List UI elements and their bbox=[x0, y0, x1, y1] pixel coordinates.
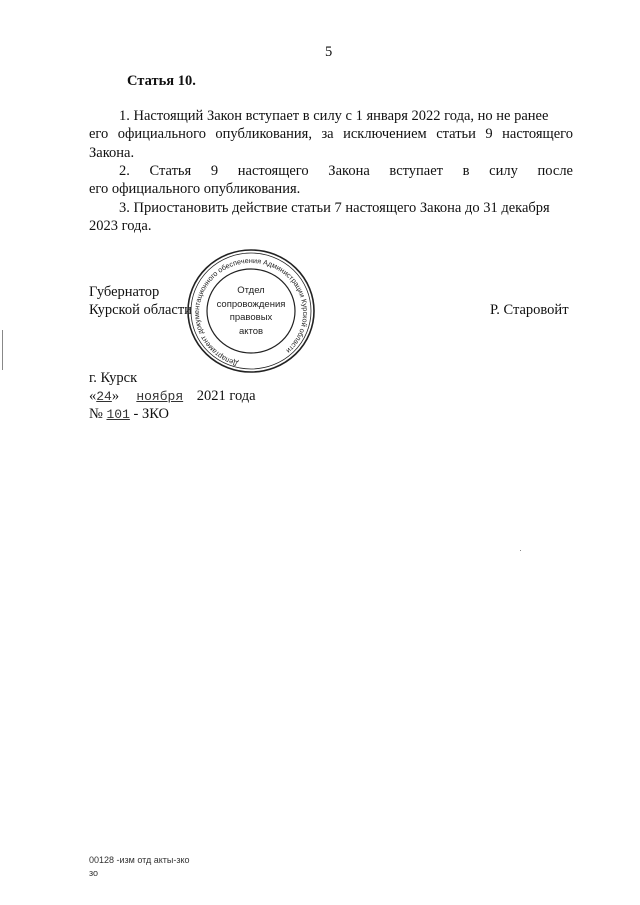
place: г. Курск bbox=[89, 370, 138, 386]
stamp-center-line: правовых bbox=[229, 312, 273, 323]
date-line bbox=[89, 388, 256, 405]
date-quote-close: » bbox=[111, 388, 120, 404]
stamp-center-line: сопровождения bbox=[216, 299, 286, 310]
number-value: 101 bbox=[106, 407, 130, 422]
signatory-region: Курской области bbox=[89, 302, 192, 318]
number-sign: № bbox=[89, 406, 103, 422]
stamp-center-line: Отдел bbox=[237, 285, 265, 296]
law-number bbox=[89, 406, 169, 423]
paragraph-line: 2023 года. bbox=[89, 218, 152, 234]
paragraph-line: 2. Статья 9 настоящего Закона вступает в силу после bbox=[119, 163, 573, 179]
official-stamp bbox=[185, 247, 317, 375]
signatory-title: Губернатор bbox=[89, 284, 160, 300]
paragraph-line: 1. Настоящий Закон вступает в силу с 1 января 2022 года, но не ранее bbox=[119, 108, 549, 124]
page-number: 5 bbox=[325, 44, 333, 60]
date-day: 24 bbox=[96, 389, 112, 404]
date-year: 2021 года bbox=[196, 388, 256, 404]
footer-code: 00128 -изм отд акты-зко bbox=[89, 855, 190, 865]
stamp-center-line: актов bbox=[238, 326, 264, 337]
date-quote-open: « bbox=[89, 388, 97, 404]
signatory-name: Р. Старовойт bbox=[490, 302, 569, 318]
stamp-ring-text: Департамент документационного обеспечения Администрации Курской области bbox=[192, 255, 311, 369]
article-title: Статья 10. bbox=[127, 73, 196, 89]
footer-code-2: зо bbox=[89, 868, 99, 878]
number-suffix: - ЗКО bbox=[133, 406, 169, 422]
scan-artifact bbox=[2, 330, 3, 370]
paragraph-line: его официального опубликования, за исключением статьи 9 настоящего bbox=[89, 126, 573, 142]
paragraph-line: Закона. bbox=[89, 145, 135, 161]
paragraph-line: 3. Приостановить действие статьи 7 настоящего Закона до 31 декабря bbox=[119, 200, 550, 216]
paragraph-line: его официального опубликования. bbox=[89, 181, 301, 197]
date-month: ноября bbox=[136, 389, 184, 404]
scan-artifact bbox=[520, 550, 521, 551]
